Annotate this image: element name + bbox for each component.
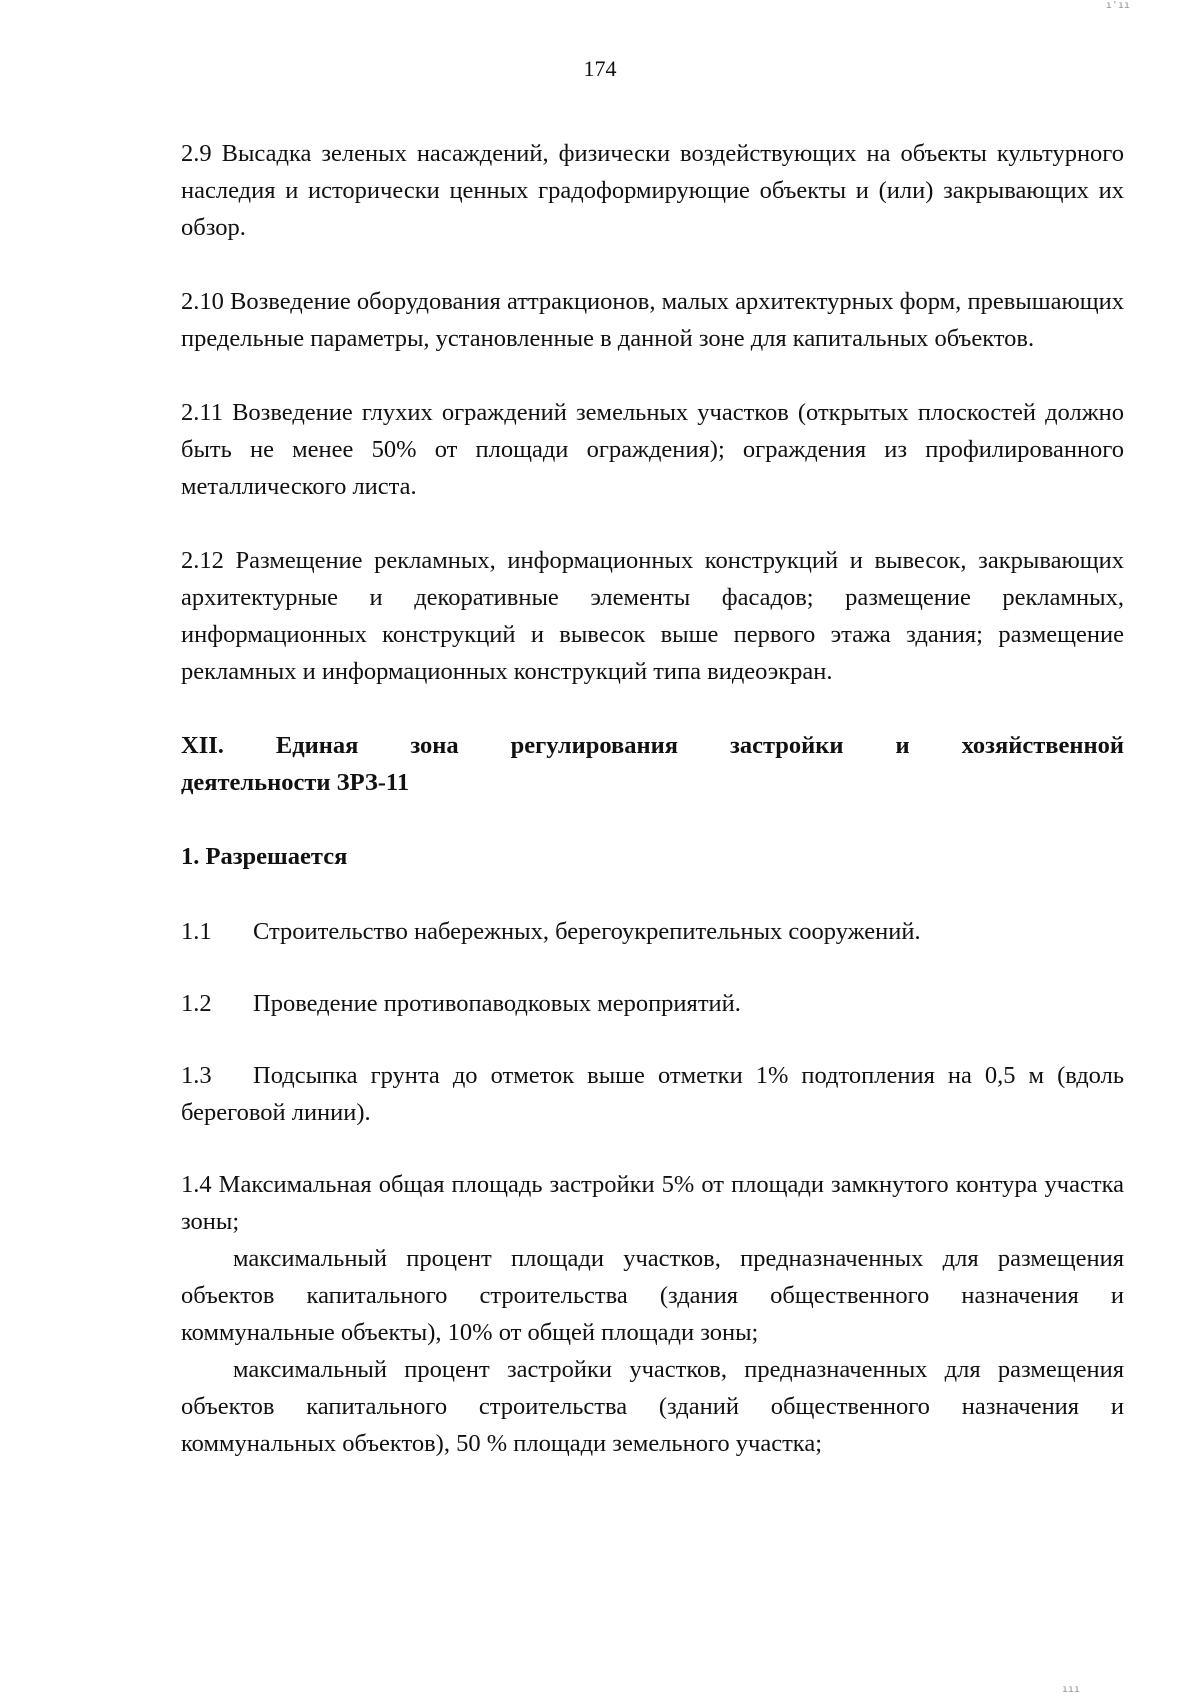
paragraph-2-9: 2.9 Высадка зеленых насаждений, физически воздействующих на объекты культурного наследия и исторически ценных градоформирующие объекты и (или) закрывающих их обзор. xyxy=(181,140,1124,241)
paragraph-max-percent-area: максимальный процент площади участков, предназначенных для размещения объектов капитального строительства (здания общественного назначения и коммунальные объекты), 10% от общей площади зоны; xyxy=(181,1245,1124,1346)
scan-edge-mark-bottom: ııı xyxy=(1061,1684,1080,1695)
list-item-number: 1.3 xyxy=(181,1062,212,1089)
list-item-text: Проведение противопаводковых мероприятий. xyxy=(253,990,741,1017)
page-number: 174 xyxy=(583,56,617,81)
paragraph-2-11: 2.11 Возведение глухих ограждений земельных участков (открытых плоскостей должно быть не менее 50% от площади ограждения); ограждения из профилированного металлического листа. xyxy=(181,399,1124,500)
list-item-text: Строительство набережных, берегоукрепительных сооружений. xyxy=(253,918,921,945)
paragraph-2-10: 2.10 Возведение оборудования аттракционов, малых архитектурных форм, превышающих предельные параметры, установленные в данной зоне для капитальных объектов. xyxy=(181,288,1124,352)
paragraph-2-12: 2.12 Размещение рекламных, информационных конструкций и вывесок, закрывающих архитектурные и декоративные элементы фасадов; размещение рекламных, информационных конструкций и вывесок выше первого этажа здания; размещение рекламных и информационных конструкций типа видеоэкран. xyxy=(181,547,1124,685)
section-xii-heading xyxy=(181,727,1124,801)
list-item-1-1 xyxy=(181,913,1124,950)
section-xii-heading-line2: деятельности ЗРЗ-11 xyxy=(181,769,410,796)
list-item-number: 1.2 xyxy=(181,990,212,1017)
document-body xyxy=(181,135,1124,1462)
list-item-text: Подсыпка грунта до отметок выше отметки 1% подтопления на 0,5 м (вдоль береговой линии). xyxy=(181,1062,1124,1126)
paragraph-max-percent-build: максимальный процент застройки участков, предназначенных для размещения объектов капитального строительства (зданий общественного назначения и коммунальных объектов), 50 % площади земельного участка; xyxy=(181,1356,1124,1457)
list-item-1-4: 1.4 Максимальная общая площадь застройки 5% от площади замкнутого контура участка зоны; xyxy=(181,1171,1124,1235)
subheading-allowed: 1. Разрешается xyxy=(181,843,348,870)
list-item-1-2 xyxy=(181,985,1124,1022)
section-xii-heading-line1: XII. Единая зона регулирования застройки и хозяйственной xyxy=(181,732,1124,759)
list-item-1-3 xyxy=(181,1057,1124,1131)
list-item-number: 1.1 xyxy=(181,918,212,945)
scan-edge-mark-top: ı'ıı xyxy=(1105,0,1130,11)
